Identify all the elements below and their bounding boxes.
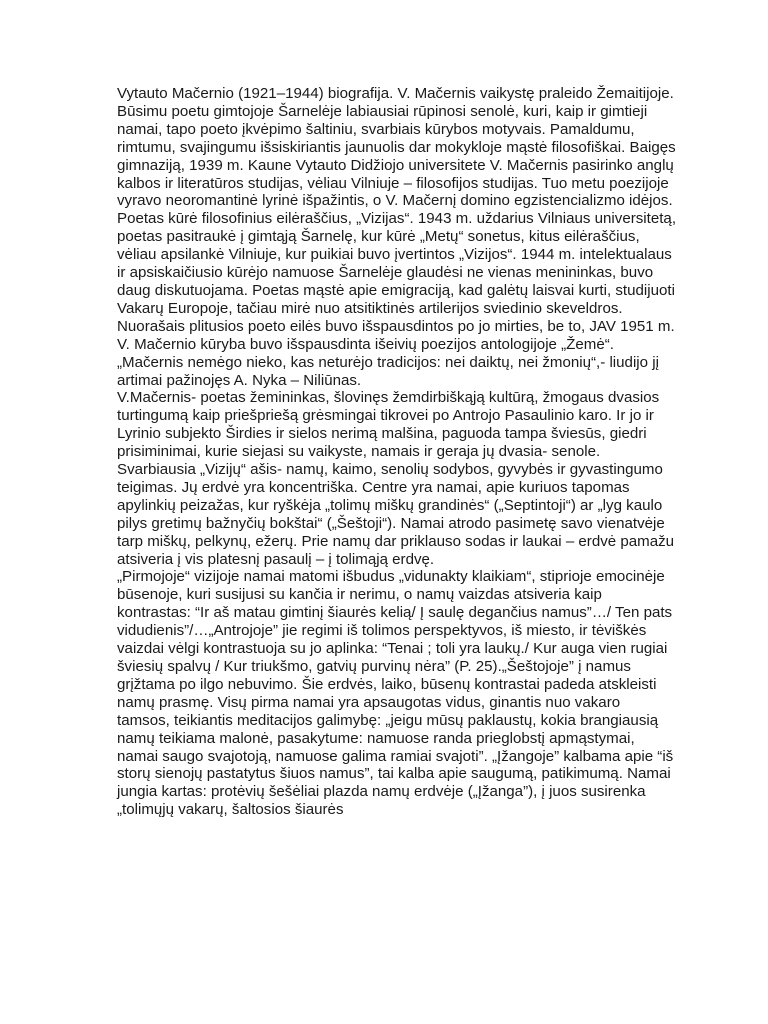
paragraph-poet-earthman: V.Mačernis- poetas žemininkas, šlovinęs žemdirbiškąją kultūrą, žmogaus dvasios turtingumą kaip priešpriešą grėsmingai tikrovei po Antrojo Pasaulinio karo. Ir jo ir Lyrinio subjekto Širdies ir sielos nerimą malšina, paguoda tampa šviesūs, giedri prisiminimai, kurie siejasi su vaikyste, namais ir geraja jų dvasia- senole. [117, 389, 660, 461]
paragraph-first-vision: „Pirmojoje“ vizijoje namai matomi išbudus „vidunakty klaikiam“, stiprioje emocinėje būsenoje, kuri susijusi su kančia ir nerimu, o namų vaizdas atsiveria kaip kontrastas: “Ir aš matau gimtinį šiaurės kelią/ Į saulę degančius namus”…/ Ten pats vidudienis”/…„Antrojoje” jie regimi iš tolimos perspektyvos, iš miesto, ir tėviškės vaizdai vėlgi kontrastuoja su jo aplinka: “Tenai ; toli yra laukų./ Kur auga vien rugiai šviesių spalvų / Kur triukšmo, gatvių purvinų nėra” (P. 25).„Šeštojoje” į namus grįžtama po ilgo nebuvimo. Šie erdvės, laiko, būsenų kontrastai padeda atskleisti namų prasmę. Visų pirma namai yra apsaugotas vidus, ginantis nuo vakaro tamsos, teikiantis meditacijos galimybę: „jeigu mūsų paklaustų, kokia brangiausią namų teikiama malonė, pasakytume: namuose randa prieglobstį apmąstymai, namai saugo svajotoją, namuose galima ramiai svajoti”. „Įžangoje” kalbama apie “iš storų sienojų pastatytus šiuos namus”, tai kalba apie saugumą, patikimumą. Namai jungia kartas: protėvių šešėliai plazda namų erdvėje („Įžanga”), į juos susirenka „tolimųjų vakarų, šaltosios šiaurės [117, 568, 674, 819]
paragraph-visions-axis: Svarbiausia „Vizijų“ ašis- namų, kaimo, senolių sodybos, gyvybės ir gyvastingumo teigimas. Jų erdvė yra koncentriška. Centre yra namai, apie kuriuos tapomas apylinkių peizažas, kur ryškėja „tolimų miškų grandinės“ („Septintoji“) ar „lyg kaulo pilys gretimų bažnyčių bokštai“ („Šeštoji“). Namai atrodo pasimetę savo vienatvėje tarp miškų, pelkynų, ežerų. Prie namų dar priklauso sodas ir laukai – erdvė pamažu atsiveria į vis platesnį pasaulį – į tolimąją erdvę. [117, 461, 675, 568]
paragraph-biography: Vytauto Mačernio (1921–1944) biografija. V. Mačernis vaikystę praleido Žemaitijoje. Būsimu poetu gimtojoje Šarnelėje labiausiai rūpinosi senolė, kuri, kaip ir gimtieji namai, tapo poeto įkvėpimo šaltiniu, svarbiais kūrybos motyvais. Pamaldumu, rimtumu, svajingumu išsiskiriantis jaunuolis dar mokykloje mąstė filosofiškai. Baigęs gimnaziją, 1939 m. Kaune Vytauto Didžiojo universitete V. Mačernis pasirinko anglų kalbos ir literatūros studijas, vėliau Vilniuje – filosofijos studijas. Tuo metu poezijoje vyravo neoromantinė lyrinė išpažintis, o V. Mačernį domino egzistencializmo idėjos. Poetas kūrė filosofinius eilėraščius, „Vizijas“. 1943 m. uždarius Vilniaus universitetą, poetas pasitraukė į gimtąją Šarnelę, kur kūrė „Metų“ sonetus, kitus eilėraščius, vėliau apsilankė Vilniuje, kur puikiai buvo įvertintos „Vizijos“. 1944 m. intelektualaus ir apsiskaičiusio kūrėjo namuose Šarnelėje glaudėsi ne vienas menininkas, buvo daug diskutuojama. Poetas mąstė apie emigraciją, kad galėtų laisvai kurti, studijuoti Vakarų Europoje, tačiau mirė nuo atsitiktinės artilerijos sviedinio skeveldros. Nuorašais plitusios poeto eilės buvo išspausdintos po jo mirties, be to, JAV 1951 m. V. Mačernio kūryba buvo išspausdinta išeivių poezijos antologijoje „Žemė“. „Mačernis nemėgo nieko, kas neturėjo tradicijos: nei daiktų, nei žmonių“,- liudijo jį artimai pažinojęs A. Nyka – Niliūnas. [117, 85, 677, 389]
document-body [117, 85, 677, 819]
